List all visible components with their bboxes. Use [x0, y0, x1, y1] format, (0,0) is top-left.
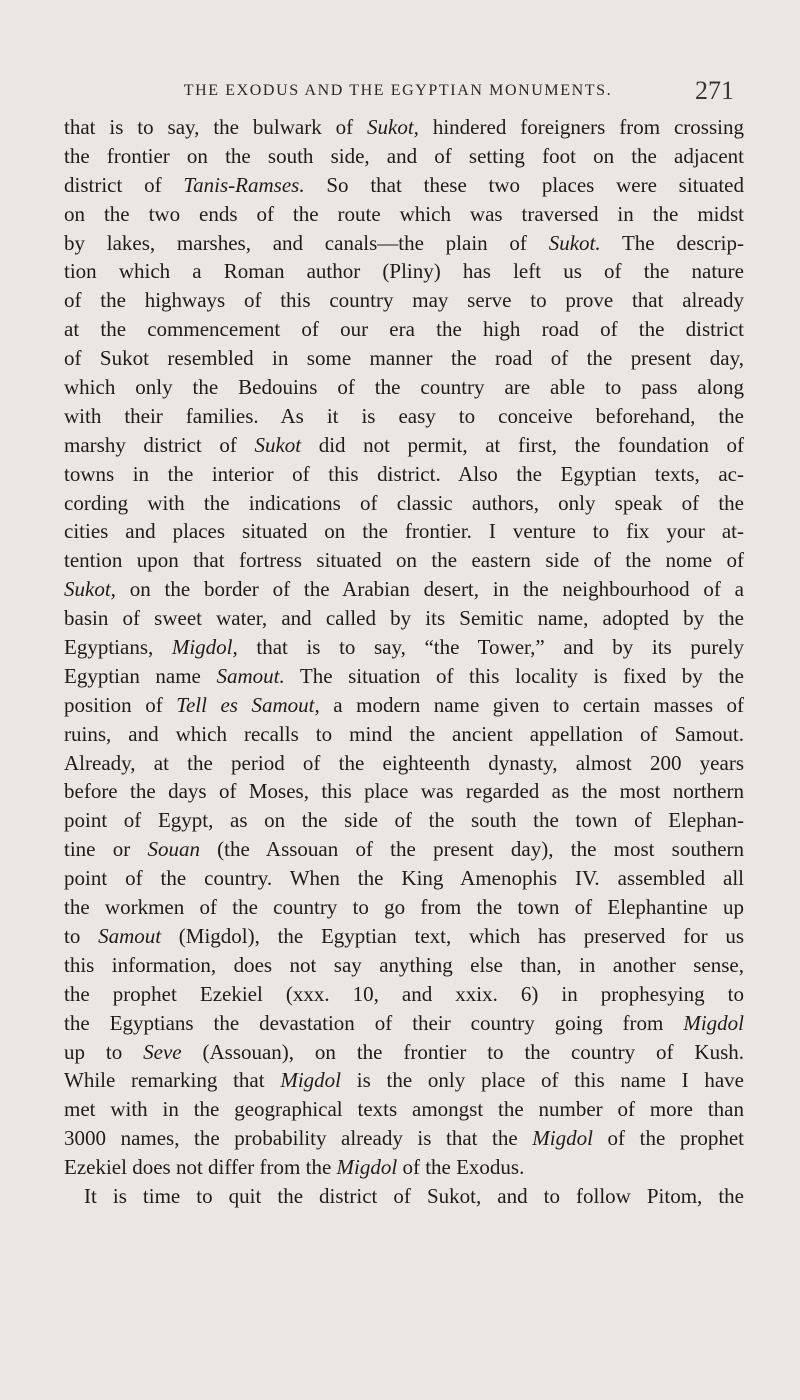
page-number: 271	[695, 76, 734, 105]
italic-text-run: Souan	[147, 837, 200, 862]
text-run: did not permit, at first, the foundation of	[301, 432, 744, 457]
text-run: of the highways of this country may serve to prove that already	[64, 288, 744, 313]
text-line	[64, 777, 744, 806]
text-run: (Assouan), on the frontier to the country of Kush.	[181, 1039, 744, 1064]
text-line	[64, 575, 744, 604]
text-run: 3000 names, the probability already is that the	[64, 1126, 533, 1151]
text-run: of Sukot resembled in some manner the road of the present day,	[64, 346, 744, 371]
text-run: that is to say, the bulwark of	[64, 115, 368, 139]
text-run: tention upon that fortress situated on the eastern side of the nome of	[64, 548, 744, 573]
text-line	[64, 1066, 744, 1095]
italic-text-run: Migdol	[683, 1010, 744, 1035]
text-run: While remarking that	[64, 1068, 281, 1093]
text-run: position of	[64, 692, 177, 717]
text-line	[64, 720, 744, 749]
italic-text-run: Sukot,	[64, 577, 116, 602]
italic-text-run: Migdol	[336, 1155, 398, 1180]
text-line	[64, 806, 744, 835]
text-run: to	[64, 923, 99, 948]
running-title: THE EXODUS AND THE EGYPTIAN MONUMENTS.	[183, 82, 613, 99]
italic-text-run: Seve	[143, 1039, 182, 1064]
text-run: The descrip-	[600, 230, 745, 255]
text-line	[64, 286, 744, 315]
text-line	[64, 1038, 744, 1067]
text-line	[64, 113, 744, 142]
text-run: the frontier on the south side, and of setting foot on the adjacent	[64, 143, 744, 168]
text-run: cording with the indications of classic authors, only speak of the	[64, 490, 744, 515]
text-run: tion which a Roman author (Pliny) has left us of the nature	[64, 259, 744, 284]
text-run: basin of sweet water, and called by its Semitic name, adopted by the	[64, 606, 744, 631]
italic-text-run: Samout.	[216, 663, 285, 688]
text-line	[64, 171, 744, 200]
text-run: met with in the geographical texts amongst the number of more than	[64, 1097, 744, 1122]
text-run: of the prophet	[592, 1126, 745, 1151]
italic-text-run: Sukot.	[548, 230, 601, 255]
text-line	[64, 1153, 744, 1182]
text-run: before the days of Moses, this place was regarded as the most northern	[64, 779, 744, 804]
text-run: which only the Bedouins of the country are able to pass along	[64, 375, 744, 400]
text-run: this information, does not say anything else than, in another sense,	[64, 952, 744, 977]
italic-text-run: Tanis-Ramses.	[183, 172, 305, 197]
italic-text-run: Migdol,	[171, 635, 238, 660]
text-line	[64, 951, 744, 980]
text-line	[64, 633, 744, 662]
text-run: a modern name given to certain masses of	[319, 692, 745, 717]
text-run: Ezekiel does not differ from the	[64, 1155, 337, 1180]
text-run: towns in the interior of this district. Also the Egyptian texts, ac-	[64, 461, 744, 486]
text-run: on the border of the Arabian desert, in the neighbourhood of a	[115, 577, 744, 602]
text-run: hindered foreigners from crossing	[418, 115, 744, 139]
text-line	[64, 142, 744, 171]
text-line	[64, 1124, 744, 1153]
text-run: the prophet Ezekiel (xxx. 10, and xxix. 6) in prophesying to	[64, 981, 744, 1006]
text-line	[64, 864, 744, 893]
text-line	[64, 200, 744, 229]
text-run: on the two ends of the route which was traversed in the midst	[64, 201, 744, 226]
text-run: with their families. As it is easy to conceive beforehand, the	[64, 403, 744, 428]
text-run: point of the country. When the King Amenophis IV. assembled all	[64, 866, 744, 891]
text-run: cities and places situated on the frontier. I venture to fix your at-	[64, 519, 744, 544]
text-line	[64, 489, 744, 518]
italic-text-run: Samout	[98, 923, 162, 948]
text-run: at the commencement of our era the high road of the district	[64, 317, 744, 342]
text-run: the workmen of the country to go from the town of Elephantine up	[64, 895, 744, 920]
text-run: point of Egypt, as on the side of the south the town of Elephan-	[64, 808, 744, 833]
text-run: So that these two places were situated	[304, 172, 744, 197]
text-line	[64, 257, 744, 286]
text-line	[64, 691, 744, 720]
italic-text-run: Sukot	[254, 432, 302, 457]
body-text	[64, 113, 744, 1211]
text-line	[64, 835, 744, 864]
text-run: It is time to quit the district of Sukot, and to follow Pitom, the	[84, 1183, 744, 1208]
text-run: by lakes, marshes, and canals—the plain of	[64, 230, 549, 255]
text-line	[64, 980, 744, 1009]
text-line	[64, 373, 744, 402]
text-line	[64, 1182, 744, 1211]
text-run: of the Exodus.	[397, 1155, 525, 1180]
text-line	[64, 749, 744, 778]
text-line	[64, 431, 744, 460]
text-run: The situation of this locality is fixed by the	[284, 663, 745, 688]
text-run: ruins, and which recalls to mind the ancient appellation of Samout.	[64, 721, 744, 746]
text-line	[64, 517, 744, 546]
text-line	[64, 402, 744, 431]
text-run: (the Assouan of the present day), the most southern	[199, 837, 745, 862]
italic-text-run: Sukot,	[367, 115, 419, 139]
text-line	[64, 229, 744, 258]
text-line	[64, 1095, 744, 1124]
text-line	[64, 662, 744, 691]
text-line	[64, 893, 744, 922]
text-line	[64, 460, 744, 489]
text-run: that is to say, “the Tower,” and by its purely	[237, 635, 744, 660]
text-run: district of	[64, 172, 184, 197]
text-run: is the only place of this name I have	[341, 1068, 744, 1093]
italic-text-run: Tell es Samout,	[176, 692, 320, 717]
text-run: (Migdol), the Egyptian text, which has preserved for us	[161, 923, 744, 948]
text-run: Egyptian name	[64, 663, 217, 688]
text-line	[64, 315, 744, 344]
text-run: Egyptians,	[64, 635, 172, 660]
text-run: tine or	[64, 837, 148, 862]
text-run: up to	[64, 1039, 144, 1064]
text-line	[64, 604, 744, 633]
text-run: the Egyptians the devastation of their country going from	[64, 1010, 684, 1035]
italic-text-run: Migdol	[532, 1126, 593, 1151]
text-line	[64, 344, 744, 373]
text-line	[64, 1009, 744, 1038]
text-run: marshy district of	[64, 432, 255, 457]
text-line	[64, 546, 744, 575]
text-run: Already, at the period of the eighteenth dynasty, almost 200 years	[64, 750, 744, 775]
italic-text-run: Migdol	[280, 1068, 342, 1093]
text-line	[64, 922, 744, 951]
